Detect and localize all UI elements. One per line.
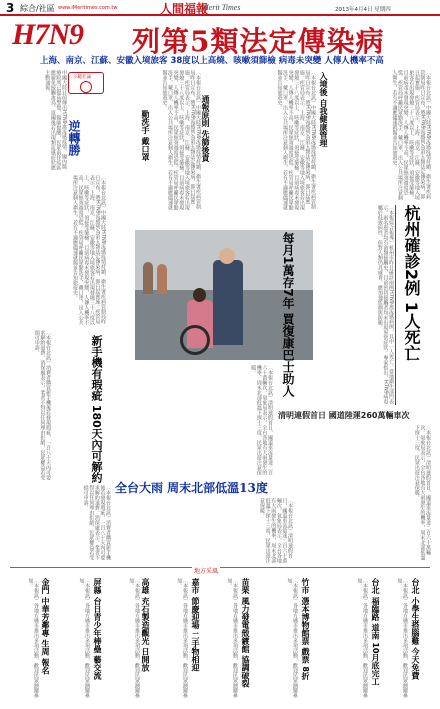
hangzhou-box-rule	[395, 205, 396, 405]
local-item-4: 苗栗 風力發電殼鍍館 協調破裂	[241, 578, 250, 688]
local-text-5: 〔本報訊〕各地方縣市推出多項活動，歡迎民眾踴躍參加。	[176, 578, 188, 698]
issue-date: 2013年4月4日 星期四	[335, 7, 391, 13]
stamp-label: 示範社論	[73, 75, 91, 80]
hangzhou-text: 〔本報綜合報導〕杭州市昨日確診兩例H7N9禽流感病例，其中一人死亡。當地衛生部門表示，兩名患者均有禽類接觸史，目前密切接觸者均未出現異常症狀。專家指出，H7N9病毒屬於低致病性，但對人類仍具威脅，應加強監測與防範。	[376, 205, 394, 404]
photo-caption: 每月1萬存7年 買復康巴士助人	[281, 232, 295, 397]
local-item-8: 金門 中華芳鄰專 生周 報名	[41, 578, 50, 675]
wheelchair-wheel-icon	[180, 325, 210, 355]
photo-woman-head	[193, 288, 206, 302]
local-item-2: 台北 福臨路 道南 10月底完工	[371, 578, 380, 686]
local-text-4: 〔本報訊〕各地方縣市推出多項活動，歡迎民眾踴躍參加。	[226, 578, 238, 698]
local-item-5: 嘉市 節慶迎場 二手物相迎	[191, 578, 200, 672]
editorial-stamp	[68, 72, 104, 94]
center-column-text: 〔本報台北訊〕中國大陸H7N9流感疫情持續，衛生署疾病管制局昨日宣布，將H7N9流感列為第五類法定傳染病，即日起實施。疾管局表示，上海、南京、江蘇、安徽等地入境旅客若出現發燒三十八度以上、咳嗽等症狀，須接受篩檢。目前病毒未發現突變，人傳人機率不高，民眾無須過度恐慌。疾管局呼籲民眾勤洗手、戴口罩，出入公共場所注意個人衛生，若有不適應儘速就醫並告知旅遊史。	[276, 70, 316, 210]
left-column-text-2: 〔本報台北訊〕中國大陸H7N9流感疫情持續，衛生署疾病管制局昨日宣布，將H7N9流感列為第五類法定傳染病，即日起實施。疾管局表示，上海、南京、江蘇、安徽等地入境旅客若出現發燒三十八度以上、咳嗽等症狀，須接受篩檢。目前病毒未發現突變，人傳人機率不高，民眾無須過度恐慌。疾管局呼籲民眾勤洗手、戴口罩，出入公共場所注意個人衛生，若有不適應儘速就醫並告知旅遊史。	[72, 175, 106, 325]
headline-h7n9: H7N9	[12, 18, 83, 51]
phone-text: 〔本報台北訊〕消費者購買新手機後若發現瑕疵，一百八十天內可要求解約退費。消保處表示，業者不得以任何理由拒絕，民眾權益若受損可申訴。	[33, 330, 51, 480]
local-item-6: 高雄 充石製造觀光 日開放	[141, 578, 150, 672]
subheadline: 上海、南京、江蘇、安徽入境旅客 38度以上高燒、咳嗽須篩檢 病毒未突變 人傳人機率不高	[40, 56, 384, 66]
local-text-7: 〔本報訊〕各地方縣市推出多項活動，歡迎民眾踴躍參加。	[78, 578, 90, 698]
phone-text-2: 〔本報台北訊〕消費者購買新手機後若發現瑕疵，一百八十天內可要求解約退費。消保處表示，業者不得以任何理由拒絕，民眾權益若受損可申訴。	[82, 485, 111, 560]
site-url[interactable]: www.iMeritimes.com.tw	[58, 5, 118, 11]
newspaper-logo: 人間福報	[160, 2, 209, 16]
photo-bystander-2	[157, 264, 167, 294]
local-section-label: 地方采風	[194, 568, 219, 575]
weather-headline: 清明連假首日 國道陸運260萬輛車次	[278, 411, 410, 420]
local-item-3: 竹市 憑本博物館票 戲票 8折	[301, 578, 310, 680]
hangzhou-headline: 杭州確診2例 1人死亡	[402, 205, 421, 361]
local-item-7: 屏縣 台日青少年棒壘 藝交流	[93, 578, 102, 680]
local-text-8: 〔本報訊〕各地方縣市推出多項活動，歡迎民眾踴躍參加。	[27, 578, 39, 698]
main-headline	[12, 18, 432, 58]
right-top-text: 〔本報台北訊〕中國大陸H7N9流感疫情持續，衛生署疾病管制局昨日宣布，將H7N9流感列為第五類法定傳染病，即日起實施。疾管局表示，上海、南京、江蘇、安徽等地入境旅客若出現發燒三十八度以上、咳嗽等症狀，須接受篩檢。目前病毒未發現突變，人傳人機率不高，民眾無須過度恐慌。疾管局呼籲民眾勤洗手、戴口罩，出入公共場所注意個人衛生，若有不適應儘速就醫並告知旅遊史。	[391, 70, 431, 200]
local-item-1: 台北 小學生搭腦雞 今天免費	[411, 578, 420, 680]
grip-subhead: 勤洗手 戴口罩	[141, 110, 150, 161]
photo-man	[213, 260, 243, 345]
page-number: 3	[6, 1, 15, 15]
local-text-2: 〔本報訊〕各地方縣市推出多項活動，歡迎民眾踴躍參加。	[356, 578, 368, 698]
masthead	[0, 0, 440, 16]
middle-column-text: 〔本報台北訊〕中國大陸H7N9流感疫情持續，衛生署疾病管制局昨日宣布，將H7N9流感列為第五類法定傳染病，即日起實施。疾管局表示，上海、南京、江蘇、安徽等地入境旅客若出現發燒三十八度以上、咳嗽等症狀，須接受篩檢。目前病毒未發現突變，人傳人機率不高，民眾無須過度恐慌。疾管局呼籲民眾勤洗手、戴口罩，出入公共場所注意個人衛生，若有不適應儘速就醫並告知旅遊史。	[161, 70, 201, 210]
local-text-3: 〔本報訊〕各地方縣市推出多項活動，歡迎民眾踴躍參加。	[286, 578, 298, 698]
left-column-text: 中國大陸日前傳出H7N9禽流感疫情，國內醫療院所已提高警覺。醫師提醒，民眾前往疫區應避免接觸禽鳥，返國後若出現類流感症狀應主動通報。	[44, 70, 67, 170]
bottom-middle-text: 〔本報台北訊〕清明連假首日，國道車流量達二百六十萬輛次。氣象局表示，全台各地有大雨發生的機率，周末北部低溫下探十三度，民眾出遊注意保暖。	[259, 498, 293, 563]
section-label: 綜合/社區	[20, 4, 55, 13]
weather-bottom-headline: 全台大雨 周末北部低溫13度	[115, 481, 268, 495]
middle-lower-text: 〔本報台北訊〕清明連假首日，國道車流量達二百六十萬輛次。氣象局表示，全台各地有大雨發生的機率，周末北部低溫下探十三度，民眾出遊注意保暖。	[250, 365, 273, 475]
weather-text: 〔本報台北訊〕清明連假首日，國道車流量達二百六十萬輛次。氣象局表示，全台各地有大雨發生的機率，周末北部低溫下探十三度，民眾出遊注意保暖。	[413, 425, 431, 560]
lead-subhead: 入境後 自我健康管理	[319, 72, 328, 147]
stamp-circle-icon	[80, 81, 92, 93]
local-text-1: 〔本報訊〕各地方縣市推出多項活動，歡迎民眾踴躍參加。	[396, 578, 408, 698]
photo-man-head	[219, 248, 235, 264]
headline-main-text: 列第5類法定傳染病	[132, 25, 385, 58]
local-text-6: 〔本報訊〕各地方縣市推出多項活動，歡迎民眾踴躍參加。	[128, 578, 140, 698]
traffic-subhead: 通報原則 先篩後責	[201, 95, 210, 162]
newspaper-logo-english: Merit Times	[202, 3, 241, 12]
reverse-headline: 逆轉勝	[67, 120, 81, 156]
photo-bystander	[143, 262, 153, 294]
phone-headline: 新手機有瑕疵 180天內可解約	[90, 335, 103, 483]
